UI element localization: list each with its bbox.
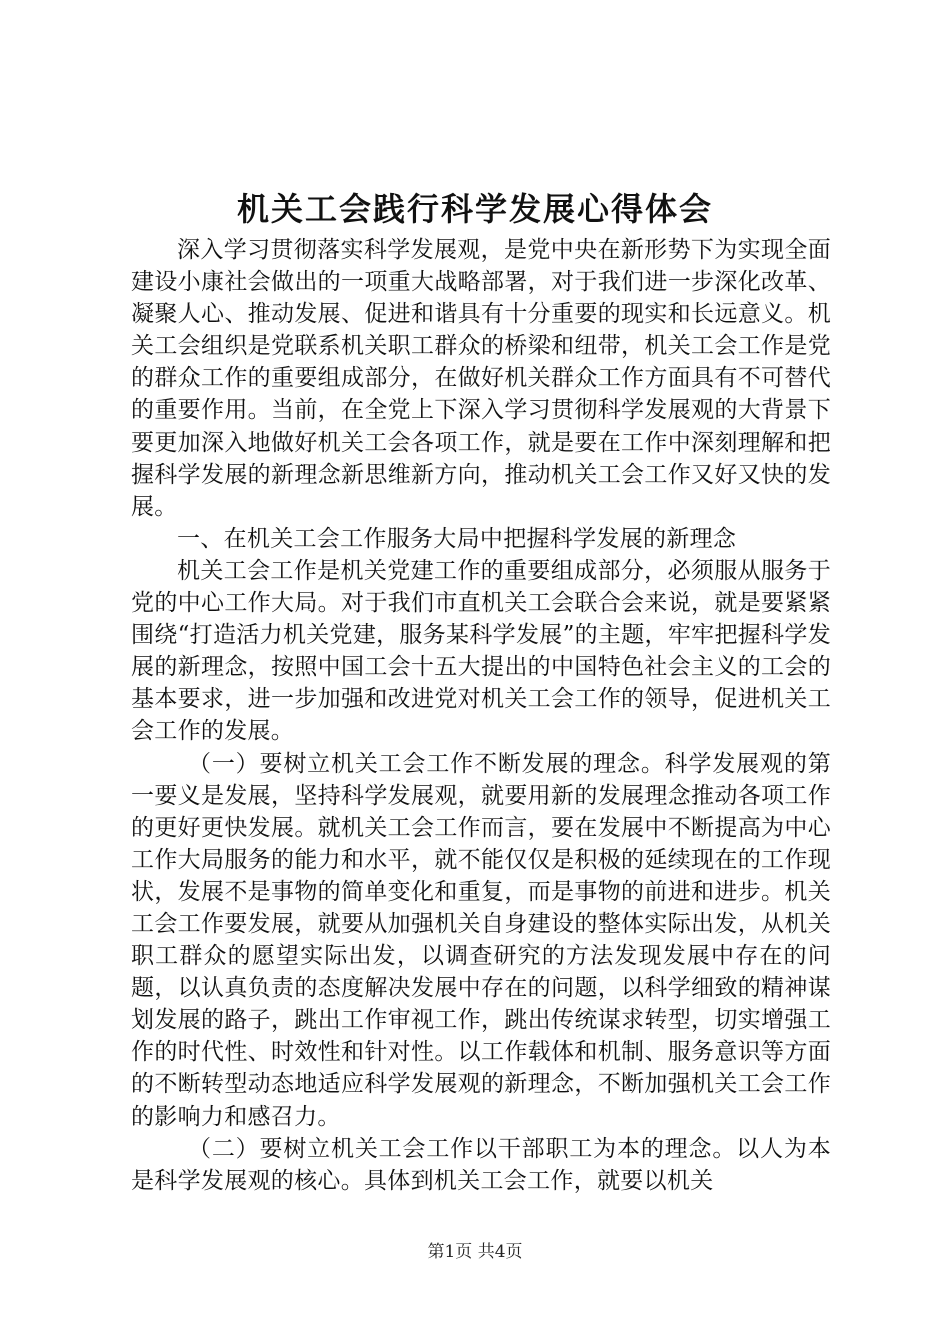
document-body [131, 234, 831, 1197]
paragraph-subsection-2: （二）要树立机关工会工作以干部职工为本的理念。以人为本是科学发展观的核心。具体到机关工会工作，就要以机关 [131, 1135, 831, 1194]
document-title: 机关工会践行科学发展心得体会 [236, 190, 713, 228]
paragraph-subsection-1: （一）要树立机关工会工作不断发展的理念。科学发展观的第一要义是发展，坚持科学发展观，就要用新的发展理念推动各项工作的更好更快发展。就机关工会工作而言，要在发展中不断提高为中心工作大局服务的能力和水平，就不能仅仅是积极的延续现在的工作现状，发展不是事物的简单变化和重复，而是事物的前进和进步。机关工会工作要发展，就要从加强机关自身建设的整体实际出发，从机关职工群众的愿望实际出发，以调查研究的方法发现发展中存在的问题，以认真负责的态度解决发展中存在的问题，以科学细致的精神谋划发展的路子，跳出工作审视工作，跳出传统谋求转型，切实增强工作的时代性、时效性和针对性。以工作载体和机制、服务意识等方面的不断转型动态地适应科学发展观的新理念，不断加强机关工会工作的影响力和感召力。 [131, 750, 831, 1130]
page-footer: 第1页 共4页 [427, 1242, 523, 1262]
section-heading-1: 一、在机关工会工作服务大局中把握科学发展的新理念 [177, 525, 737, 552]
paragraph-intro: 深入学习贯彻落实科学发展观，是党中央在新形势下为实现全面建设小康社会做出的一项重大战略部署，对于我们进一步深化改革、凝聚人心、推动发展、促进和谐具有十分重要的现实和长远意义。机关工会组织是党联系机关职工群众的桥梁和纽带，机关工会工作是党的群众工作的重要组成部分，在做好机关群众工作方面具有不可替代的重要作用。当前，在全党上下深入学习贯彻科学发展观的大背景下要更加深入地做好机关工会各项工作，就是要在工作中深刻理解和把握科学发展的新理念新思维新方向，推动机关工会工作又好又快的发展。 [131, 237, 831, 520]
paragraph-section-1: 机关工会工作是机关党建工作的重要组成部分，必须服从服务于党的中心工作大局。对于我们市直机关工会联合会来说，就是要紧紧围绕“打造活力机关党建，服务某科学发展”的主题，牢牢把握科学发展的新理念，按照中国工会十五大提出的中国特色社会主义的工会的基本要求，进一步加强和改进党对机关工会工作的领导，促进机关工会工作的发展。 [131, 557, 831, 745]
